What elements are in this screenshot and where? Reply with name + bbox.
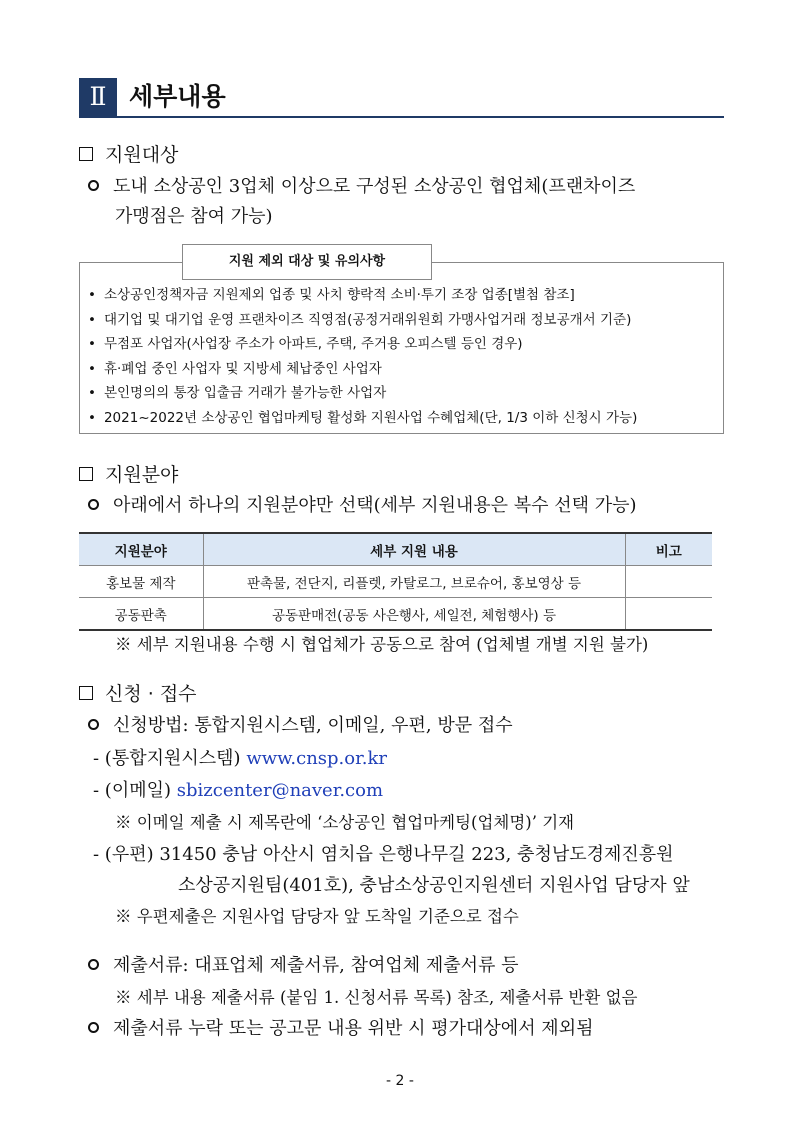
table-cell: 판촉물, 전단지, 리플렛, 카탈로그, 브로슈어, 홍보영상 등 bbox=[203, 566, 625, 598]
page-number: - 2 - bbox=[386, 1073, 414, 1089]
section-number-box: Ⅱ bbox=[79, 78, 117, 116]
support-field-bullet: 아래에서 하나의 지원분야만 선택(세부 지원내용은 복수 선택 가능) bbox=[88, 493, 637, 519]
square-bullet-icon bbox=[79, 467, 93, 481]
application-heading: 신청 · 접수 bbox=[79, 681, 197, 707]
section-title: 세부내용 bbox=[129, 82, 226, 111]
circle-bullet-icon bbox=[88, 959, 99, 970]
square-bullet-icon bbox=[79, 147, 93, 161]
circle-bullet-icon bbox=[88, 719, 99, 730]
support-target-bullet: 도내 소상공인 3업체 이상으로 구성된 소상공인 협업체(프랜차이즈 bbox=[88, 174, 635, 200]
post-note: ※ 우편제출은 지원사업 담당자 앞 도착일 기준으로 접수 bbox=[115, 907, 519, 926]
post-address-line2: 소상공지원팀(401호), 충남소상공인지원센터 지원사업 담당자 앞 bbox=[178, 875, 690, 896]
circle-bullet-icon bbox=[88, 499, 99, 510]
table-header: 세부 지원 내용 bbox=[203, 533, 625, 566]
list-item: • 2021~2022년 소상공인 협업마케팅 활성화 지원사업 수혜업체(단, 1/3 이하 신청시 가능) bbox=[88, 406, 637, 431]
submission-exclusion: 제출서류 누락 또는 공고문 내용 위반 시 평가대상에서 제외됨 bbox=[88, 1016, 593, 1042]
table-cell bbox=[625, 598, 712, 631]
email-link[interactable]: sbizcenter@naver.com bbox=[176, 780, 384, 801]
circle-bullet-icon bbox=[88, 180, 99, 191]
circle-bullet-icon bbox=[88, 1022, 99, 1033]
table-header: 비고 bbox=[625, 533, 712, 566]
list-item: • 대기업 및 대기업 운영 프랜차이즈 직영점(공정거래위원회 가맹사업거래 정보공개서 기준) bbox=[88, 308, 637, 333]
exclusion-box-label: 지원 제외 대상 및 유의사항 bbox=[182, 244, 432, 280]
table-cell bbox=[625, 566, 712, 598]
table-cell: 홍보물 제작 bbox=[79, 566, 203, 598]
system-url-link[interactable]: www.cnsp.or.kr bbox=[246, 748, 387, 769]
support-target-bullet-cont: 가맹점은 참여 가능) bbox=[115, 206, 273, 227]
table-row bbox=[79, 598, 712, 631]
support-field-table bbox=[79, 532, 712, 631]
post-address-line1: - (우편) 31450 충남 아산시 염치읍 은행나무길 223, 충청남도경제진흥원 bbox=[93, 844, 674, 865]
list-item: • 본인명의의 통장 입출금 거래가 불가능한 사업자 bbox=[88, 381, 637, 406]
support-field-note: ※ 세부 지원내용 수행 시 협업체가 공동으로 참여 (업체별 개별 지원 불가) bbox=[115, 635, 649, 654]
exclusion-list bbox=[88, 283, 637, 430]
application-method: 신청방법: 통합지원시스템, 이메일, 우편, 방문 접수 bbox=[88, 713, 513, 739]
list-item: • 휴·폐업 중인 사업자 및 지방세 체납중인 사업자 bbox=[88, 357, 637, 382]
table-row bbox=[79, 566, 712, 598]
table-cell: 공동판촉 bbox=[79, 598, 203, 631]
application-email-line: - (이메일) sbizcenter@naver.com bbox=[93, 780, 384, 801]
table-cell: 공동판매전(공동 사은행사, 세일전, 체험행사) 등 bbox=[203, 598, 625, 631]
submission-docs: 제출서류: 대표업체 제출서류, 참여업체 제출서류 등 bbox=[88, 953, 519, 979]
support-target-heading: 지원대상 bbox=[79, 142, 178, 168]
table-header-row bbox=[79, 533, 712, 566]
email-note: ※ 이메일 제출 시 제목란에 ‘소상공인 협업마케팅(업체명)’ 기재 bbox=[115, 813, 575, 832]
list-item: • 소상공인정책자금 지원제외 업종 및 사치 향락적 소비·투기 조장 업종[별첨 참조] bbox=[88, 283, 637, 308]
support-field-heading: 지원분야 bbox=[79, 462, 178, 488]
submission-docs-note: ※ 세부 내용 제출서류 (붙임 1. 신청서류 목록) 참조, 제출서류 반환 없음 bbox=[115, 988, 638, 1007]
title-rule bbox=[79, 116, 724, 118]
application-system-line: - (통합지원시스템) www.cnsp.or.kr bbox=[93, 748, 387, 769]
table-header: 지원분야 bbox=[79, 533, 203, 566]
square-bullet-icon bbox=[79, 686, 93, 700]
list-item: • 무점포 사업자(사업장 주소가 아파트, 주택, 주거용 오피스텔 등인 경우) bbox=[88, 332, 637, 357]
